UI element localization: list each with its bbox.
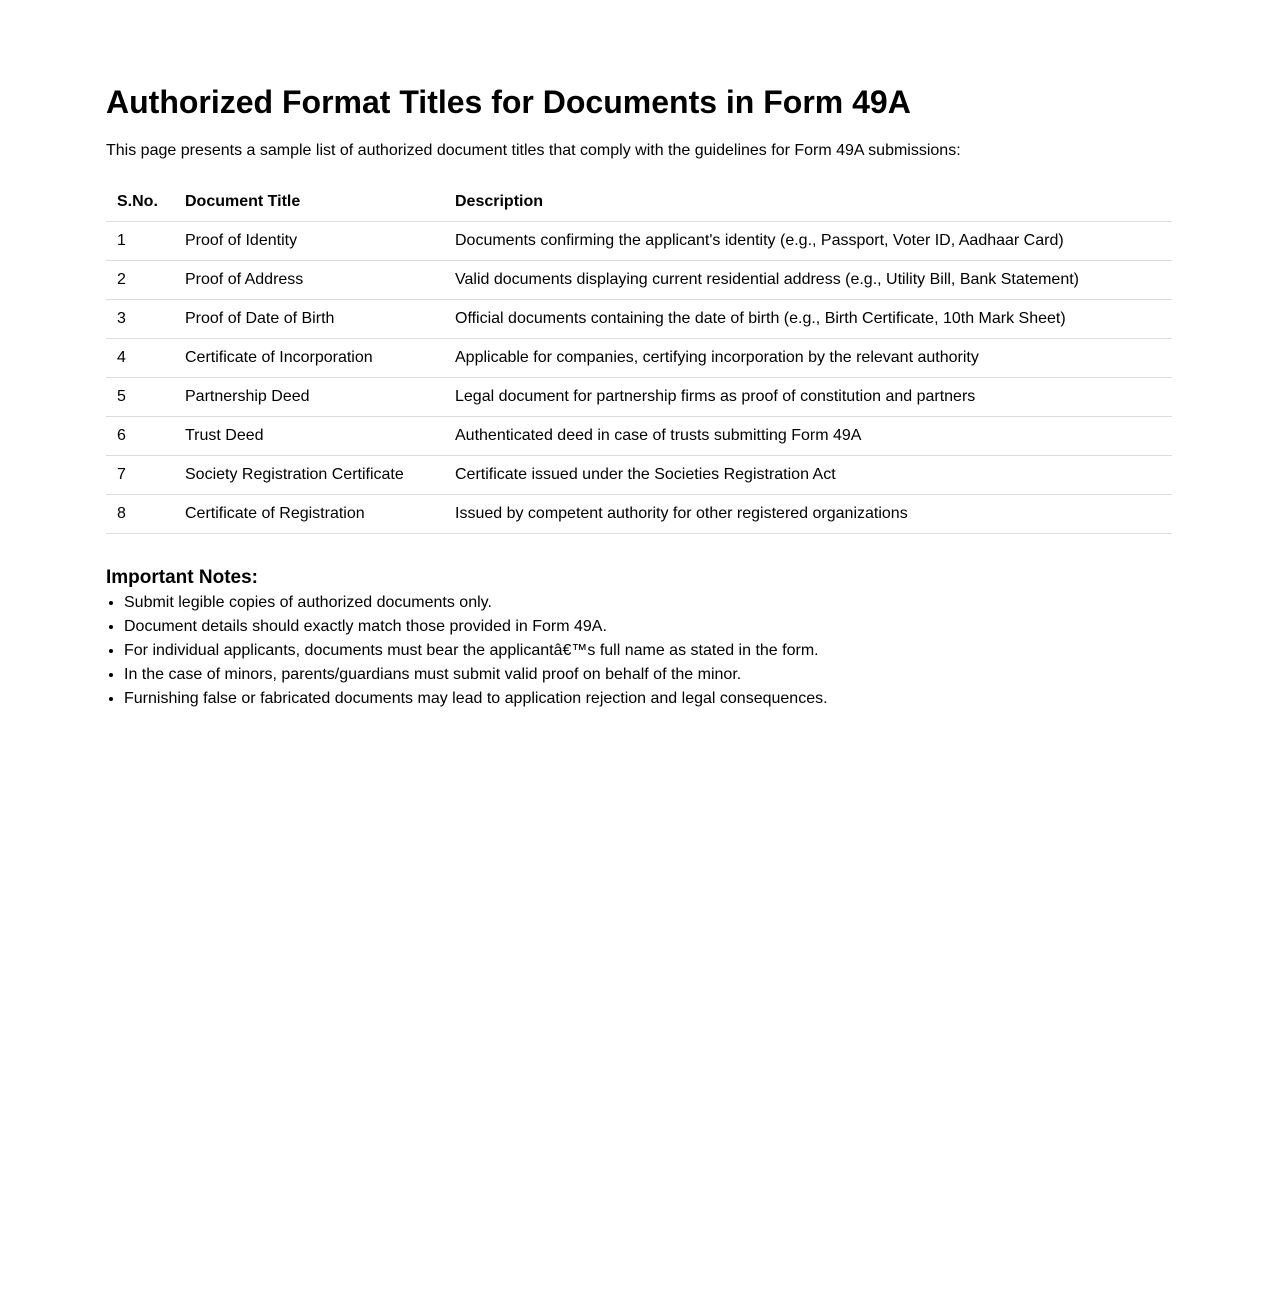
notes-list xyxy=(106,591,828,711)
cell-sno: 6 xyxy=(106,417,174,456)
table-row xyxy=(106,417,1172,456)
cell-document-title: Partnership Deed xyxy=(174,378,444,417)
cell-description: Authenticated deed in case of trusts submitting Form 49A xyxy=(444,417,1172,456)
notes-heading: Important Notes: xyxy=(106,567,258,588)
cell-sno: 3 xyxy=(106,300,174,339)
cell-document-title: Proof of Address xyxy=(174,261,444,300)
header-description: Description xyxy=(444,183,1172,222)
header-document-title: Document Title xyxy=(174,183,444,222)
header-sno: S.No. xyxy=(106,183,174,222)
list-item: • Document details should exactly match those provided in Form 49A. xyxy=(124,615,828,639)
table-row xyxy=(106,456,1172,495)
cell-description: Certificate issued under the Societies Registration Act xyxy=(444,456,1172,495)
cell-sno: 7 xyxy=(106,456,174,495)
table-row xyxy=(106,222,1172,261)
documents-table xyxy=(106,183,1172,534)
cell-description: Issued by competent authority for other registered organizations xyxy=(444,495,1172,534)
cell-description: Applicable for companies, certifying incorporation by the relevant authority xyxy=(444,339,1172,378)
table-row xyxy=(106,339,1172,378)
cell-document-title: Proof of Date of Birth xyxy=(174,300,444,339)
table-row xyxy=(106,378,1172,417)
list-item: • In the case of minors, parents/guardians must submit valid proof on behalf of the minor. xyxy=(124,663,828,687)
cell-document-title: Trust Deed xyxy=(174,417,444,456)
cell-description: Legal document for partnership firms as proof of constitution and partners xyxy=(444,378,1172,417)
cell-sno: 1 xyxy=(106,222,174,261)
page-title: Authorized Format Titles for Documents in Form 49A xyxy=(106,84,911,120)
cell-document-title: Proof of Identity xyxy=(174,222,444,261)
cell-sno: 8 xyxy=(106,495,174,534)
table-row xyxy=(106,495,1172,534)
list-item: • Furnishing false or fabricated documents may lead to application rejection and legal consequences. xyxy=(124,687,828,711)
cell-document-title: Certificate of Registration xyxy=(174,495,444,534)
cell-document-title: Society Registration Certificate xyxy=(174,456,444,495)
cell-document-title: Certificate of Incorporation xyxy=(174,339,444,378)
intro-text: This page presents a sample list of authorized document titles that comply with the guidelines for Form 49A submissions: xyxy=(106,142,961,159)
cell-sno: 4 xyxy=(106,339,174,378)
list-item: • For individual applicants, documents must bear the applicantâ€™s full name as stated in the form. xyxy=(124,639,828,663)
table-row xyxy=(106,261,1172,300)
cell-sno: 5 xyxy=(106,378,174,417)
list-item: • Submit legible copies of authorized documents only. xyxy=(124,591,828,615)
cell-description: Valid documents displaying current residential address (e.g., Utility Bill, Bank Statement) xyxy=(444,261,1172,300)
cell-description: Documents confirming the applicant's identity (e.g., Passport, Voter ID, Aadhaar Card) xyxy=(444,222,1172,261)
table-row xyxy=(106,300,1172,339)
cell-sno: 2 xyxy=(106,261,174,300)
cell-description: Official documents containing the date of birth (e.g., Birth Certificate, 10th Mark Sheet) xyxy=(444,300,1172,339)
table-header-row xyxy=(106,183,1172,222)
